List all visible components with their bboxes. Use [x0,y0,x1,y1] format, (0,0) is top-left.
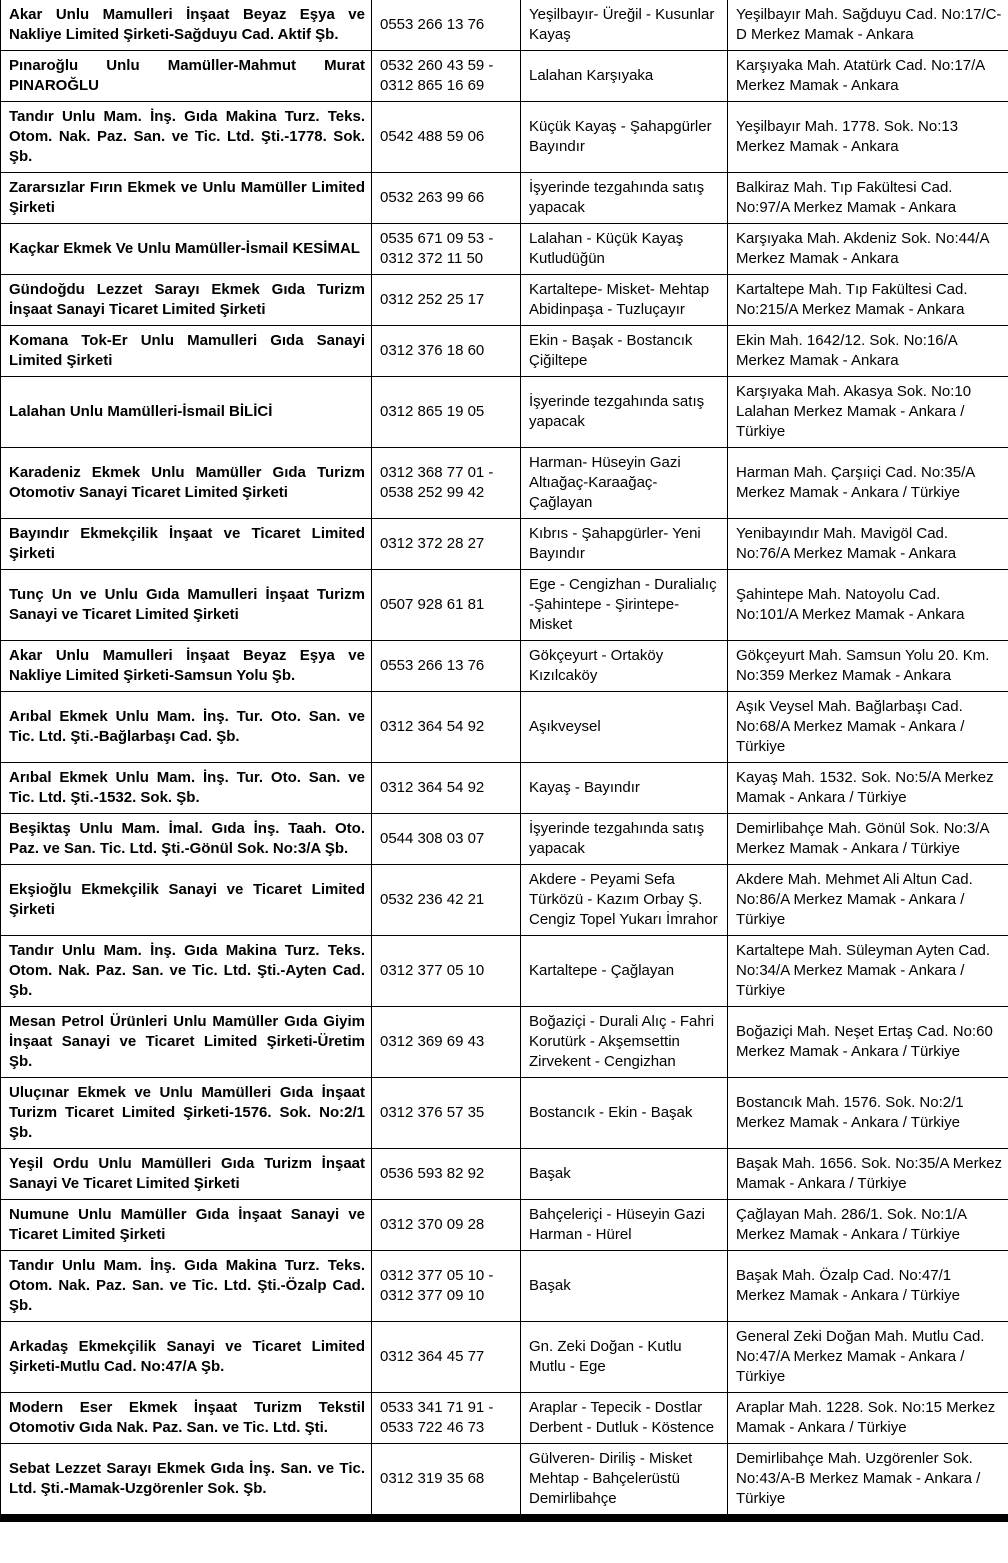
phone-number-cell: 0542 488 59 06 [372,102,521,173]
address-cell: Akdere Mah. Mehmet Ali Altun Cad. No:86/A Merkez Mamak - Ankara / Türkiye [728,865,1008,936]
address-cell: Yeşilbayır Mah. Sağduyu Cad. No:17/C-D Merkez Mamak - Ankara [728,0,1008,51]
service-area-cell: Başak [521,1251,728,1322]
table-row [1,814,1008,865]
address-cell: Kartaltepe Mah. Süleyman Ayten Cad. No:34/A Merkez Mamak - Ankara / Türkiye [728,936,1008,1007]
service-area-cell: Gn. Zeki Doğan - Kutlu Mutlu - Ege [521,1322,728,1393]
address-cell: Şahintepe Mah. Natoyolu Cad. No:101/A Merkez Mamak - Ankara [728,570,1008,641]
company-name-cell: Tandır Unlu Mam. İnş. Gıda Makina Turz. Teks. Otom. Nak. Paz. San. ve Tic. Ltd. Şti.-Ayten Cad. Şb. [1,936,372,1007]
service-area-cell: Kartaltepe - Çağlayan [521,936,728,1007]
table-row [1,1007,1008,1078]
address-cell: Harman Mah. Çarşıiçi Cad. No:35/A Merkez Mamak - Ankara / Türkiye [728,448,1008,519]
table-row [1,1322,1008,1393]
company-name-cell: Akar Unlu Mamulleri İnşaat Beyaz Eşya ve Nakliye Limited Şirketi-Sağduyu Cad. Aktif Şb. [1,0,372,51]
company-name-cell: Numune Unlu Mamüller Gıda İnşaat Sanayi ve Ticaret Limited Şirketi [1,1200,372,1251]
address-cell: Demirlibahçe Mah. Gönül Sok. No:3/A Merkez Mamak - Ankara / Türkiye [728,814,1008,865]
company-name-cell: Beşiktaş Unlu Mam. İmal. Gıda İnş. Taah. Oto. Paz. ve San. Tic. Ltd. Şti.-Gönül Sok. No:3/A Şb. [1,814,372,865]
company-name-cell: Tandır Unlu Mam. İnş. Gıda Makina Turz. Teks. Otom. Nak. Paz. San. ve Tic. Ltd. Şti.-1778. Sok. Şb. [1,102,372,173]
service-area-cell: Boğaziçi - Durali Alıç - Fahri Korutürk - Akşemsettin Zirvekent - Cengizhan [521,1007,728,1078]
table-row [1,275,1008,326]
table-row [1,1444,1008,1515]
phone-number-cell: 0312 364 54 92 [372,692,521,763]
service-area-cell: Ege - Cengizhan - Duralialıç -Şahintepe - Şirintepe- Misket [521,570,728,641]
table-row [1,1200,1008,1251]
table-row [1,377,1008,448]
table-row [1,1149,1008,1200]
company-name-cell: Arıbal Ekmek Unlu Mam. İnş. Tur. Oto. San. ve Tic. Ltd. Şti.-Bağlarbaşı Cad. Şb. [1,692,372,763]
phone-number-cell: 0312 865 19 05 [372,377,521,448]
table-row [1,763,1008,814]
phone-number-cell: 0312 377 05 10 [372,936,521,1007]
company-name-cell: Tandır Unlu Mam. İnş. Gıda Makina Turz. Teks. Otom. Nak. Paz. San. ve Tic. Ltd. Şti.-Özalp Cad. Şb. [1,1251,372,1322]
service-area-cell: Kayaş - Bayındır [521,763,728,814]
table-row [1,0,1008,51]
table-row [1,102,1008,173]
company-name-cell: Bayındır Ekmekçilik İnşaat ve Ticaret Limited Şirketi [1,519,372,570]
service-area-cell: Başak [521,1149,728,1200]
table-row [1,570,1008,641]
phone-number-cell: 0532 236 42 21 [372,865,521,936]
address-cell: Çağlayan Mah. 286/1. Sok. No:1/A Merkez Mamak - Ankara / Türkiye [728,1200,1008,1251]
service-area-cell: İşyerinde tezgahında satış yapacak [521,173,728,224]
company-name-cell: Pınaroğlu Unlu Mamüller-Mahmut Murat PINAROĞLU [1,51,372,102]
address-cell: Ekin Mah. 1642/12. Sok. No:16/A Merkez Mamak - Ankara [728,326,1008,377]
address-cell: Boğaziçi Mah. Neşet Ertaş Cad. No:60 Merkez Mamak - Ankara / Türkiye [728,1007,1008,1078]
address-cell: Yenibayındır Mah. Mavigöl Cad. No:76/A Merkez Mamak - Ankara [728,519,1008,570]
address-cell: Demirlibahçe Mah. Uzgörenler Sok. No:43/A-B Merkez Mamak - Ankara / Türkiye [728,1444,1008,1515]
address-cell: General Zeki Doğan Mah. Mutlu Cad. No:47/A Merkez Mamak - Ankara / Türkiye [728,1322,1008,1393]
phone-number-cell: 0536 593 82 92 [372,1149,521,1200]
table-row [1,224,1008,275]
phone-number-cell: 0312 369 69 43 [372,1007,521,1078]
service-area-cell: Küçük Kayaş - Şahapgürler Bayındır [521,102,728,173]
address-cell: Karşıyaka Mah. Atatürk Cad. No:17/A Merkez Mamak - Ankara [728,51,1008,102]
table-row [1,1393,1008,1444]
address-cell: Bostancık Mah. 1576. Sok. No:2/1 Merkez Mamak - Ankara / Türkiye [728,1078,1008,1149]
table-row [1,326,1008,377]
service-area-cell: Akdere - Peyami Sefa Türközü - Kazım Orbay Ş. Cengiz Topel Yukarı İmrahor [521,865,728,936]
company-name-cell: Komana Tok-Er Unlu Mamulleri Gıda Sanayi Limited Şirketi [1,326,372,377]
address-cell: Kartaltepe Mah. Tıp Fakültesi Cad. No:215/A Merkez Mamak - Ankara [728,275,1008,326]
company-name-cell: Arkadaş Ekmekçilik Sanayi ve Ticaret Limited Şirketi-Mutlu Cad. No:47/A Şb. [1,1322,372,1393]
company-name-cell: Arıbal Ekmek Unlu Mam. İnş. Tur. Oto. San. ve Tic. Ltd. Şti.-1532. Sok. Şb. [1,763,372,814]
service-area-cell: Bahçeleriçi - Hüseyin Gazi Harman - Hürel [521,1200,728,1251]
service-area-cell: Kıbrıs - Şahapgürler- Yeni Bayındır [521,519,728,570]
table-bottom-divider-bar [0,1514,1008,1522]
phone-number-cell: 0312 370 09 28 [372,1200,521,1251]
phone-number-cell: 0532 263 99 66 [372,173,521,224]
address-cell: Yeşilbayır Mah. 1778. Sok. No:13 Merkez Mamak - Ankara [728,102,1008,173]
phone-number-cell: 0312 372 28 27 [372,519,521,570]
company-name-cell: Tunç Un ve Unlu Gıda Mamulleri İnşaat Turizm Sanayi ve Ticaret Limited Şirketi [1,570,372,641]
company-name-cell: Sebat Lezzet Sarayı Ekmek Gıda İnş. San. ve Tic. Ltd. Şti.-Mamak-Uzgörenler Sok. Şb. [1,1444,372,1515]
phone-number-cell: 0544 308 03 07 [372,814,521,865]
address-cell: Karşıyaka Mah. Akasya Sok. No:10 Lalahan Merkez Mamak - Ankara / Türkiye [728,377,1008,448]
address-cell: Karşıyaka Mah. Akdeniz Sok. No:44/A Merkez Mamak - Ankara [728,224,1008,275]
table-row [1,51,1008,102]
table-body [1,0,1008,1514]
company-name-cell: Gündoğdu Lezzet Sarayı Ekmek Gıda Turizm İnşaat Sanayi Ticaret Limited Şirketi [1,275,372,326]
company-name-cell: Ekşioğlu Ekmekçilik Sanayi ve Ticaret Limited Şirketi [1,865,372,936]
table-row [1,1251,1008,1322]
company-name-cell: Lalahan Unlu Mamülleri-İsmail BİLİCİ [1,377,372,448]
table-row [1,1078,1008,1149]
phone-number-cell: 0312 368 77 01 - 0538 252 99 42 [372,448,521,519]
service-area-cell: Yeşilbayır- Üreğil - Kusunlar Kayaş [521,0,728,51]
address-cell: Balkiraz Mah. Tıp Fakültesi Cad. No:97/A Merkez Mamak - Ankara [728,173,1008,224]
table-row [1,173,1008,224]
service-area-cell: Ekin - Başak - Bostancık Çiğiltepe [521,326,728,377]
address-cell: Başak Mah. 1656. Sok. No:35/A Merkez Mamak - Ankara / Türkiye [728,1149,1008,1200]
company-name-cell: Mesan Petrol Ürünleri Unlu Mamüller Gıda Giyim İnşaat Sanayi ve Ticaret Limited Şirketi-Üretim Şb. [1,1007,372,1078]
phone-number-cell: 0507 928 61 81 [372,570,521,641]
table-row [1,865,1008,936]
phone-number-cell: 0312 377 05 10 - 0312 377 09 10 [372,1251,521,1322]
company-name-cell: Kaçkar Ekmek Ve Unlu Mamüller-İsmail KESİMAL [1,224,372,275]
phone-number-cell: 0535 671 09 53 - 0312 372 11 50 [372,224,521,275]
address-cell: Başak Mah. Özalp Cad. No:47/1 Merkez Mamak - Ankara / Türkiye [728,1251,1008,1322]
table-row [1,936,1008,1007]
company-name-cell: Karadeniz Ekmek Unlu Mamüller Gıda Turizm Otomotiv Sanayi Ticaret Limited Şirketi [1,448,372,519]
company-name-cell: Modern Eser Ekmek İnşaat Turizm Tekstil Otomotiv Gıda Nak. Paz. San. ve Tic. Ltd. Şti. [1,1393,372,1444]
phone-number-cell: 0312 376 18 60 [372,326,521,377]
service-area-cell: İşyerinde tezgahında satış yapacak [521,377,728,448]
service-area-cell: Lalahan Karşıyaka [521,51,728,102]
service-area-cell: Gülveren- Diriliş - Misket Mehtap - Bahçelerüstü Demirlibahçe [521,1444,728,1515]
company-name-cell: Yeşil Ordu Unlu Mamülleri Gıda Turizm İnşaat Sanayi Ve Ticaret Limited Şirketi [1,1149,372,1200]
address-cell: Aşık Veysel Mah. Bağlarbaşı Cad. No:68/A Merkez Mamak - Ankara / Türkiye [728,692,1008,763]
phone-number-cell: 0312 364 54 92 [372,763,521,814]
company-name-cell: Akar Unlu Mamulleri İnşaat Beyaz Eşya ve Nakliye Limited Şirketi-Samsun Yolu Şb. [1,641,372,692]
company-name-cell: Uluçınar Ekmek ve Unlu Mamülleri Gıda İnşaat Turizm Ticaret Limited Şirketi-1576. Sok. No:2/1 Şb. [1,1078,372,1149]
phone-number-cell: 0532 260 43 59 - 0312 865 16 69 [372,51,521,102]
table-row [1,692,1008,763]
phone-number-cell: 0312 376 57 35 [372,1078,521,1149]
service-area-cell: Aşıkveysel [521,692,728,763]
service-area-cell: Gökçeyurt - Ortaköy Kızılcaköy [521,641,728,692]
service-area-cell: Kartaltepe- Misket- Mehtap Abidinpaşa - Tuzluçayır [521,275,728,326]
table-row [1,519,1008,570]
table-row [1,641,1008,692]
phone-number-cell: 0312 319 35 68 [372,1444,521,1515]
phone-number-cell: 0312 364 45 77 [372,1322,521,1393]
address-cell: Gökçeyurt Mah. Samsun Yolu 20. Km. No:359 Merkez Mamak - Ankara [728,641,1008,692]
service-area-cell: İşyerinde tezgahında satış yapacak [521,814,728,865]
service-area-cell: Bostancık - Ekin - Başak [521,1078,728,1149]
address-cell: Araplar Mah. 1228. Sok. No:15 Merkez Mamak - Ankara / Türkiye [728,1393,1008,1444]
company-name-cell: Zararsızlar Fırın Ekmek ve Unlu Mamüller Limited Şirketi [1,173,372,224]
phone-number-cell: 0312 252 25 17 [372,275,521,326]
phone-number-cell: 0533 341 71 91 - 0533 722 46 73 [372,1393,521,1444]
service-area-cell: Araplar - Tepecik - Dostlar Derbent - Dutluk - Köstence [521,1393,728,1444]
table-row [1,448,1008,519]
phone-number-cell: 0553 266 13 76 [372,641,521,692]
phone-number-cell: 0553 266 13 76 [372,0,521,51]
address-cell: Kayaş Mah. 1532. Sok. No:5/A Merkez Mamak - Ankara / Türkiye [728,763,1008,814]
service-area-cell: Lalahan - Küçük Kayaş Kutludüğün [521,224,728,275]
service-area-cell: Harman- Hüseyin Gazi Altıağaç-Karaağaç- Çağlayan [521,448,728,519]
